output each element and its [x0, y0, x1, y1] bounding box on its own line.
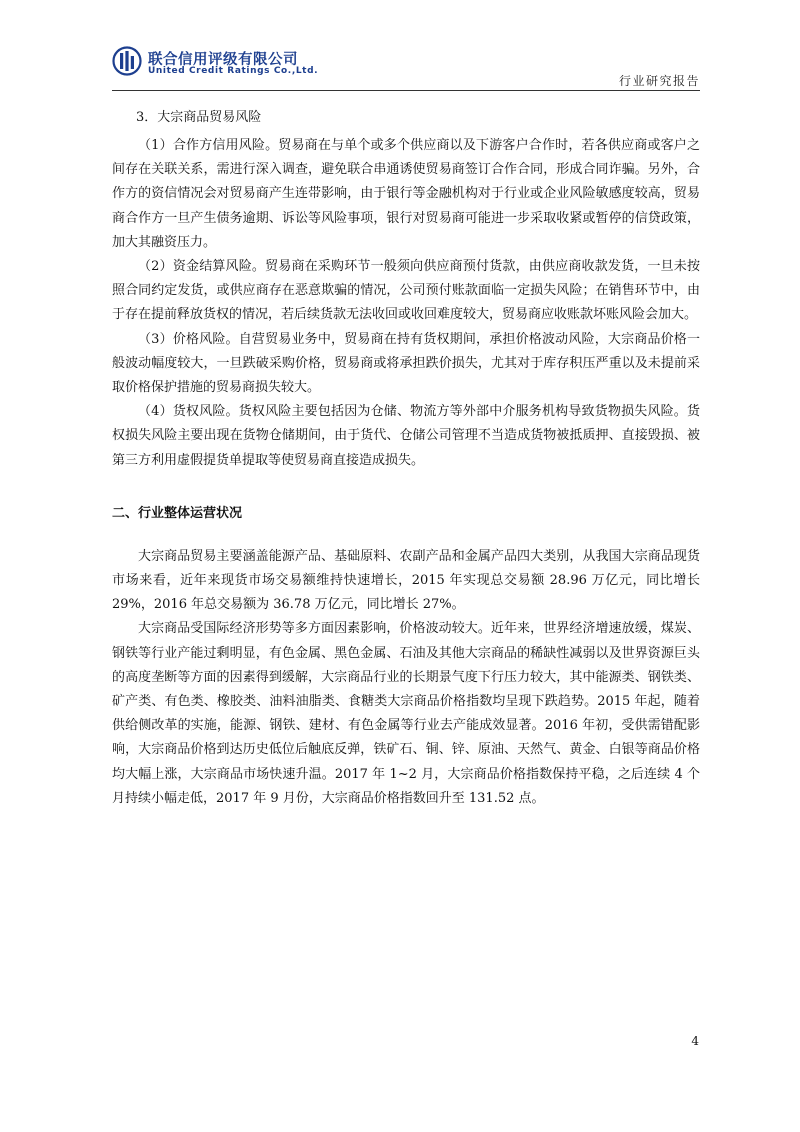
- paragraph-market-overview: 大宗商品贸易主要涵盖能源产品、基础原料、农副产品和金属产品四大类别，从我国大宗商品现货市场来看，近年来现货市场交易额维持快速增长，2015 年实现总交易额 28.96 万亿元，同比增长 29%，2016 年总交易额为 36.78 万亿元，同比增长 27%。: [112, 548, 700, 613]
- page-body: [112, 98, 700, 811]
- subsection-heading: 3．大宗商品贸易风险: [136, 110, 262, 125]
- page-header: [112, 46, 700, 92]
- paragraph-price-trend: 大宗商品受国际经济形势等多方面因素影响，价格波动较大。近年来，世界经济增速放缓，煤炭、钢铁等行业产能过剩明显，有色金属、黑色金属、石油及其他大宗商品的稀缺性减弱以及世界资源巨头的高度垄断等方面的因素得到缓解，大宗商品行业的长期景气度下行压力较大，其中能源类、钢铁类、矿产类、有色类、橡胶类、油料油脂类、食糖类大宗商品价格指数均呈现下跌趋势。2015 年起，随着供给侧改革的实施，能源、钢铁、建材、有色金属等行业去产能成效显著。2016 年初，受供需错配影响，大宗商品价格到达历史低位后触底反弹，铁矿石、铜、锌、原油、天然气、黄金、白银等商品价格均大幅上涨，大宗商品市场快速升温。2017 年 1~2 月，大宗商品价格指数保持平稳，之后连续 4 个月持续小幅走低，2017 年 9 月份，大宗商品价格指数回升至 131.52 点。: [112, 621, 700, 806]
- section-heading: 二、行业整体运营状况: [112, 505, 243, 521]
- united-credit-logo-icon: [112, 46, 142, 76]
- paragraph-price-risk: （3）价格风险。自营贸易业务中，贸易商在持有货权期间，承担价格波动风险，大宗商品价格一般波动幅度较大，一旦跌破采购价格，贸易商或将承担跌价损失，尤其对于库存积压严重以及未提前采取价格保护措施的贸易商损失较大。: [112, 331, 700, 396]
- company-name-en: United Credit Ratings Co.,Ltd.: [148, 66, 319, 76]
- report-type: 行业研究报告: [618, 74, 700, 88]
- header-divider: [112, 90, 700, 91]
- paragraph-partner-credit-risk: （1）合作方信用风险。贸易商在与单个或多个供应商以及下游客户合作时，若各供应商或客户之间存在关联关系，需进行深入调查，避免联合串通诱使贸易商签订合作合同，形成合同诈骗。另外，合作方的资信情况会对贸易商产生连带影响，由于银行等金融机构对于行业或企业风险敏感度较高，贸易商合作方一旦产生债务逾期、诉讼等风险事项，银行对贸易商可能进一步采取收紧或暂停的信贷政策，加大其融资压力。: [112, 138, 700, 250]
- page-number: 4: [691, 1034, 699, 1048]
- paragraph-title-risk: （4）货权风险。货权风险主要包括因为仓储、物流方等外部中介服务机构导致货物损失风险。货权损失风险主要出现在货物仓储期间，由于货代、仓储公司管理不当造成货物被抵质押、直接毁损、被第三方利用虚假提货单提取等使贸易商直接造成损失。: [112, 404, 700, 468]
- paragraph-settlement-risk: （2）资金结算风险。贸易商在采购环节一般须向供应商预付货款，由供应商收款发货，一旦未按照合同约定发货，或供应商存在恶意欺骗的情况，公司预付账款面临一定损失风险；在销售环节中，由于存在提前释放货权的情况，若后续货款无法收回或收回难度较大，贸易商应收账款坏账风险会加大。: [112, 259, 700, 323]
- company-name-cn: 联合信用评级有限公司: [148, 52, 298, 68]
